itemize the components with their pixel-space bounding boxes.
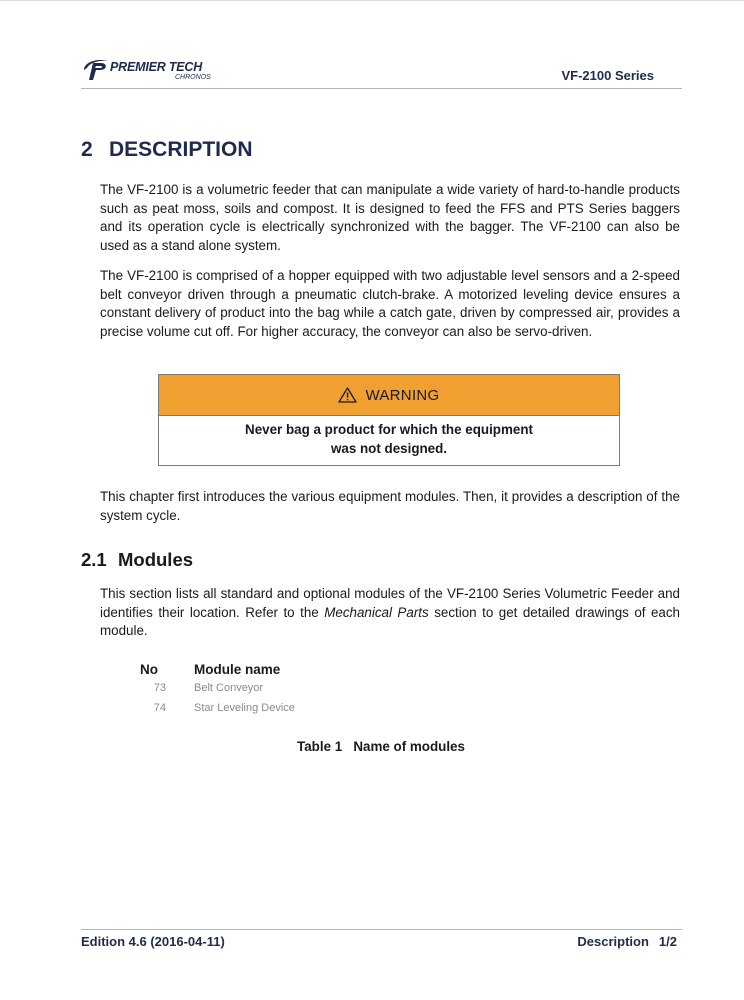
table-caption: Table 1 Name of modules <box>297 739 465 754</box>
paragraph-components: The VF-2100 is comprised of a hopper equipped with two adjustable level sensors and a 2-speed belt conveyor driven through a pneumatic clutch-brake. A motorized leveling device ensures a constant delivery of product into the bag while a catch gate, driven by compressed air, provides a precise volume cut off. For higher accuracy, the conveyor can also be servo-driven. <box>100 268 680 339</box>
subsection-heading <box>81 549 193 571</box>
chapter-name: Description <box>577 934 649 949</box>
edition-label: Edition 4.6 (2016-04-11) <box>81 934 225 949</box>
page-header <box>81 52 682 89</box>
modules-intro-text: This section lists all standard and optional modules of the VF-2100 Series Volumetric Feeder and identifies their location. Refer to the <box>100 586 680 620</box>
module-name: Belt Conveyor <box>194 682 264 694</box>
warning-title: WARNING <box>365 386 440 404</box>
warning-line-2: was not designed. <box>330 440 448 456</box>
modules-intro-text-end: section to get detailed drawings of each module. <box>100 604 681 639</box>
subsection-title: Modules <box>118 549 194 570</box>
section-title: DESCRIPTION <box>109 138 253 161</box>
module-number: 73 <box>153 682 166 694</box>
paragraph-intro: The VF-2100 is a volumetric feeder that can manipulate a wide variety of hard-to-handle products such as peat moss, soils and compost. It is designed to feed the FFS and PTS Series baggers and its operation cycle is electrically synchronized with the bagger. The VF-2100 can also be used as a stand alone system. <box>100 182 680 253</box>
warning-header <box>159 375 619 416</box>
module-number: 74 <box>153 702 166 714</box>
section-heading <box>81 138 253 162</box>
company-logo <box>81 54 221 86</box>
logo-subtext: CHRONOS <box>175 74 211 81</box>
mechanical-parts-reference: Mechanical Parts <box>324 604 429 620</box>
page-footer <box>81 929 682 960</box>
warning-message <box>159 416 619 458</box>
column-header-no: No <box>140 662 158 677</box>
series-label: VF-2100 Series <box>561 68 654 83</box>
subsection-number: 2.1 <box>81 549 107 570</box>
warning-line-1: Never bag a product for which the equipment <box>245 422 533 437</box>
section-number: 2 <box>81 138 93 161</box>
page-indicator <box>577 934 677 949</box>
premier-tech-logo-icon <box>81 56 111 82</box>
column-header-module-name: Module name <box>194 662 281 677</box>
paragraph-modules-intro <box>100 585 680 641</box>
logo-text: PREMIER TECH <box>110 60 203 74</box>
warning-box <box>158 374 620 466</box>
module-name: Star Leveling Device <box>194 702 295 714</box>
paragraph-chapter-overview: This chapter first introduces the various equipment modules. Then, it provides a description of the system cycle. <box>100 489 680 523</box>
page-number: 1/2 <box>658 934 677 949</box>
warning-triangle-icon <box>338 387 357 403</box>
page-top-edge <box>0 0 744 1</box>
